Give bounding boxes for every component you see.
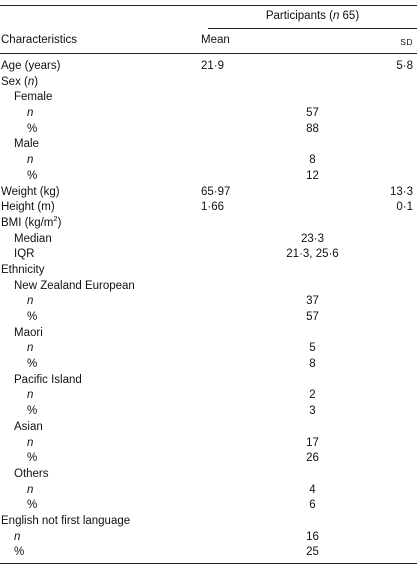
- table-row: [0, 59, 417, 75]
- table-row: [0, 483, 417, 499]
- row-sd: 0·1: [396, 201, 413, 214]
- table-row: [0, 436, 417, 452]
- row-value: 26: [306, 452, 319, 465]
- row-label-prefix: BMI (kg/m: [1, 216, 54, 229]
- row-label-italic: n: [27, 75, 35, 88]
- row-value: 2: [309, 389, 316, 402]
- row-label: %: [27, 452, 38, 465]
- table-row: [0, 200, 417, 216]
- table-row: [0, 514, 417, 530]
- table-row: [0, 530, 417, 546]
- row-label: n: [27, 389, 34, 402]
- table-row: [0, 341, 417, 357]
- row-mean: 1·66: [201, 201, 225, 214]
- column-header-sd: SD: [400, 37, 413, 47]
- row-label: n: [27, 154, 34, 167]
- row-value: 23·3: [300, 232, 325, 245]
- row-label: n: [27, 295, 34, 308]
- row-label: Weight (kg): [1, 185, 60, 198]
- header-rule: [0, 53, 417, 54]
- row-label: %: [27, 311, 38, 323]
- table-row: [0, 373, 417, 389]
- row-label: %: [27, 405, 38, 418]
- row-value: 8: [309, 358, 316, 371]
- row-value: 21·3, 25·6: [286, 248, 339, 261]
- column-header-characteristics: Characteristics: [1, 34, 78, 46]
- table-row: [0, 357, 417, 373]
- table-row: [0, 326, 417, 342]
- row-label-superscript: 2: [53, 214, 58, 224]
- row-label: Others: [14, 467, 49, 480]
- table-row: [0, 232, 417, 248]
- table-row: [0, 247, 417, 263]
- row-mean: 65·97: [201, 185, 231, 198]
- table-row: [0, 90, 417, 106]
- table-row: [0, 451, 417, 467]
- row-value: 17: [306, 436, 319, 449]
- row-label: [1, 75, 38, 91]
- row-value: 3: [309, 405, 316, 418]
- row-value: 25: [306, 546, 319, 559]
- row-label: Male: [14, 138, 39, 151]
- row-label: n: [27, 483, 34, 496]
- row-value: 8: [309, 154, 316, 167]
- row-sd: 5·8: [396, 60, 413, 72]
- table-row: [0, 106, 417, 122]
- table-row: [0, 388, 417, 404]
- table-row: [0, 122, 417, 138]
- row-value: 4: [309, 483, 316, 496]
- column-header-mean: Mean: [201, 34, 230, 46]
- table-row: [0, 137, 417, 153]
- participants-header-suffix: 65): [339, 10, 360, 22]
- row-label-suffix: ): [57, 216, 62, 229]
- bottom-rule: [0, 563, 417, 564]
- spanner-rule: [208, 28, 417, 29]
- row-label: %: [27, 358, 38, 371]
- row-label-prefix: Sex (: [1, 75, 28, 88]
- row-label: Asian: [14, 420, 43, 433]
- table-row: [0, 263, 417, 279]
- row-label-suffix: ): [34, 75, 39, 88]
- row-value: 88: [306, 122, 319, 135]
- row-label: %: [27, 169, 38, 182]
- table-row: [0, 185, 417, 201]
- table-row: [0, 279, 417, 295]
- table-row: [0, 294, 417, 310]
- row-sd: 13·3: [389, 185, 413, 198]
- row-value: 57: [306, 311, 319, 323]
- participants-header-n: n: [332, 10, 340, 22]
- participants-header-prefix: Participants (: [265, 10, 333, 22]
- row-label: n: [27, 342, 34, 355]
- row-label: %: [27, 499, 38, 512]
- row-label: New Zealand European: [14, 279, 135, 292]
- table-row: [0, 75, 417, 91]
- row-label: n: [27, 107, 34, 120]
- table-row: [0, 545, 417, 561]
- row-label: Ethnicity: [1, 263, 45, 276]
- table-row: [0, 420, 417, 436]
- row-value: 12: [306, 169, 319, 182]
- row-value: 6: [309, 499, 316, 512]
- row-label: n: [14, 530, 21, 543]
- row-label: Maori: [14, 326, 43, 339]
- row-label: %: [14, 546, 25, 559]
- row-label: %: [27, 122, 38, 135]
- table-row: [0, 404, 417, 420]
- row-label: n: [27, 436, 34, 449]
- table-row: [0, 153, 417, 169]
- row-label: Height (m): [1, 201, 55, 214]
- row-mean: 21·9: [201, 60, 225, 72]
- row-value: 37: [306, 295, 319, 308]
- row-label: Age (years): [1, 60, 61, 72]
- row-value: 57: [306, 107, 319, 120]
- table-row: [0, 169, 417, 185]
- participants-header: [208, 10, 417, 22]
- table-row: [0, 310, 417, 326]
- table-row: [0, 498, 417, 514]
- row-label: Pacific Island: [14, 373, 82, 386]
- table-body: [0, 59, 417, 561]
- table-row: [0, 467, 417, 483]
- row-value: 16: [306, 530, 319, 543]
- row-label: IQR: [14, 248, 35, 261]
- top-rule: [0, 5, 417, 6]
- row-label: Female: [14, 91, 53, 104]
- row-label: Median: [14, 232, 52, 245]
- table-row: [0, 216, 417, 232]
- row-value: 5: [309, 342, 316, 355]
- row-label: English not first language: [1, 514, 131, 527]
- row-label: [1, 216, 61, 232]
